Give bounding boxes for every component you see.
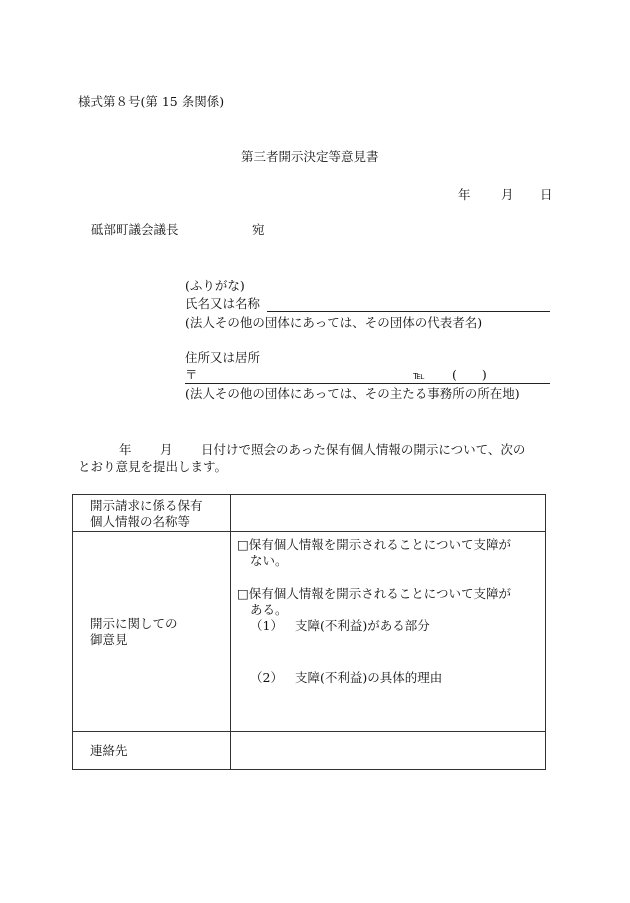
address-field-line[interactable] <box>185 383 550 384</box>
address-label: 住所又は居所 <box>185 350 261 365</box>
objection-item-2-text: 支障(不利益)の具体的理由 <box>294 670 443 685</box>
objection-item-1 <box>237 618 545 634</box>
table-row <box>73 495 546 532</box>
option-no-objection-text: □保有個人情報を開示されることについて支障が <box>237 537 512 552</box>
address-note: (法人その他の団体にあっては、その主たる事務所の所在地) <box>185 386 520 401</box>
body-line1-text: 日付けで照会のあった保有個人情報の開示について、次の <box>201 442 526 457</box>
option-objection[interactable] <box>237 586 545 602</box>
contact-label-cell <box>73 732 231 770</box>
name-field-line[interactable] <box>267 311 550 312</box>
item-name-label-line1: 開示請求に係る保有 <box>90 498 203 513</box>
body-month: 月 <box>160 442 173 457</box>
item-name-label-line2: 個人情報の名称等 <box>90 514 191 529</box>
postal-mark: 〒 <box>185 367 198 382</box>
option-objection-text: □保有個人情報を開示されることについて支障が <box>237 586 512 601</box>
furigana-label: (ふりがな) <box>185 278 245 293</box>
option-objection-line2: ある。 <box>250 602 288 617</box>
body-line2-text: とおり意見を提出します。 <box>78 459 228 474</box>
objection-item-2 <box>237 670 545 686</box>
table-row <box>73 732 546 770</box>
form-number: 様式第８号(第 15 条関係) <box>78 94 225 109</box>
opinion-label-line1: 開示に関しての <box>90 615 178 631</box>
name-note: (法人その他の団体にあっては、その団体の代表者名) <box>185 315 483 330</box>
opinion-label-line2: 御意見 <box>90 631 128 647</box>
option-no-objection[interactable] <box>237 537 545 553</box>
opinion-content-cell[interactable] <box>231 532 546 732</box>
objection-item-1-number: （1） <box>250 618 283 633</box>
table-row <box>73 532 546 732</box>
objection-item-1-text: 支障(不利益)がある部分 <box>294 618 430 633</box>
contact-label: 連絡先 <box>90 742 128 758</box>
item-name-label-cell <box>73 495 231 532</box>
contact-input-cell[interactable] <box>231 732 546 770</box>
recipient-suffix: 宛 <box>252 222 265 237</box>
recipient-name: 砥部町議会議長 <box>91 222 179 237</box>
opinion-label-cell <box>73 532 231 732</box>
document-title: 第三者開示決定等意見書 <box>241 149 379 164</box>
date-day-label: 日 <box>540 187 553 202</box>
objection-item-2-number: （2） <box>250 670 283 685</box>
opinion-table <box>72 494 546 770</box>
tel-label: ℡ <box>413 369 425 382</box>
tel-parens: ( ) <box>452 367 487 382</box>
date-month-label: 月 <box>501 187 514 202</box>
body-year: 年 <box>119 442 132 457</box>
item-name-input-cell[interactable] <box>231 495 546 532</box>
date-year-label: 年 <box>458 187 471 202</box>
option-no-objection-line2: ない。 <box>250 553 288 568</box>
name-label: 氏名又は名称 <box>185 296 261 311</box>
